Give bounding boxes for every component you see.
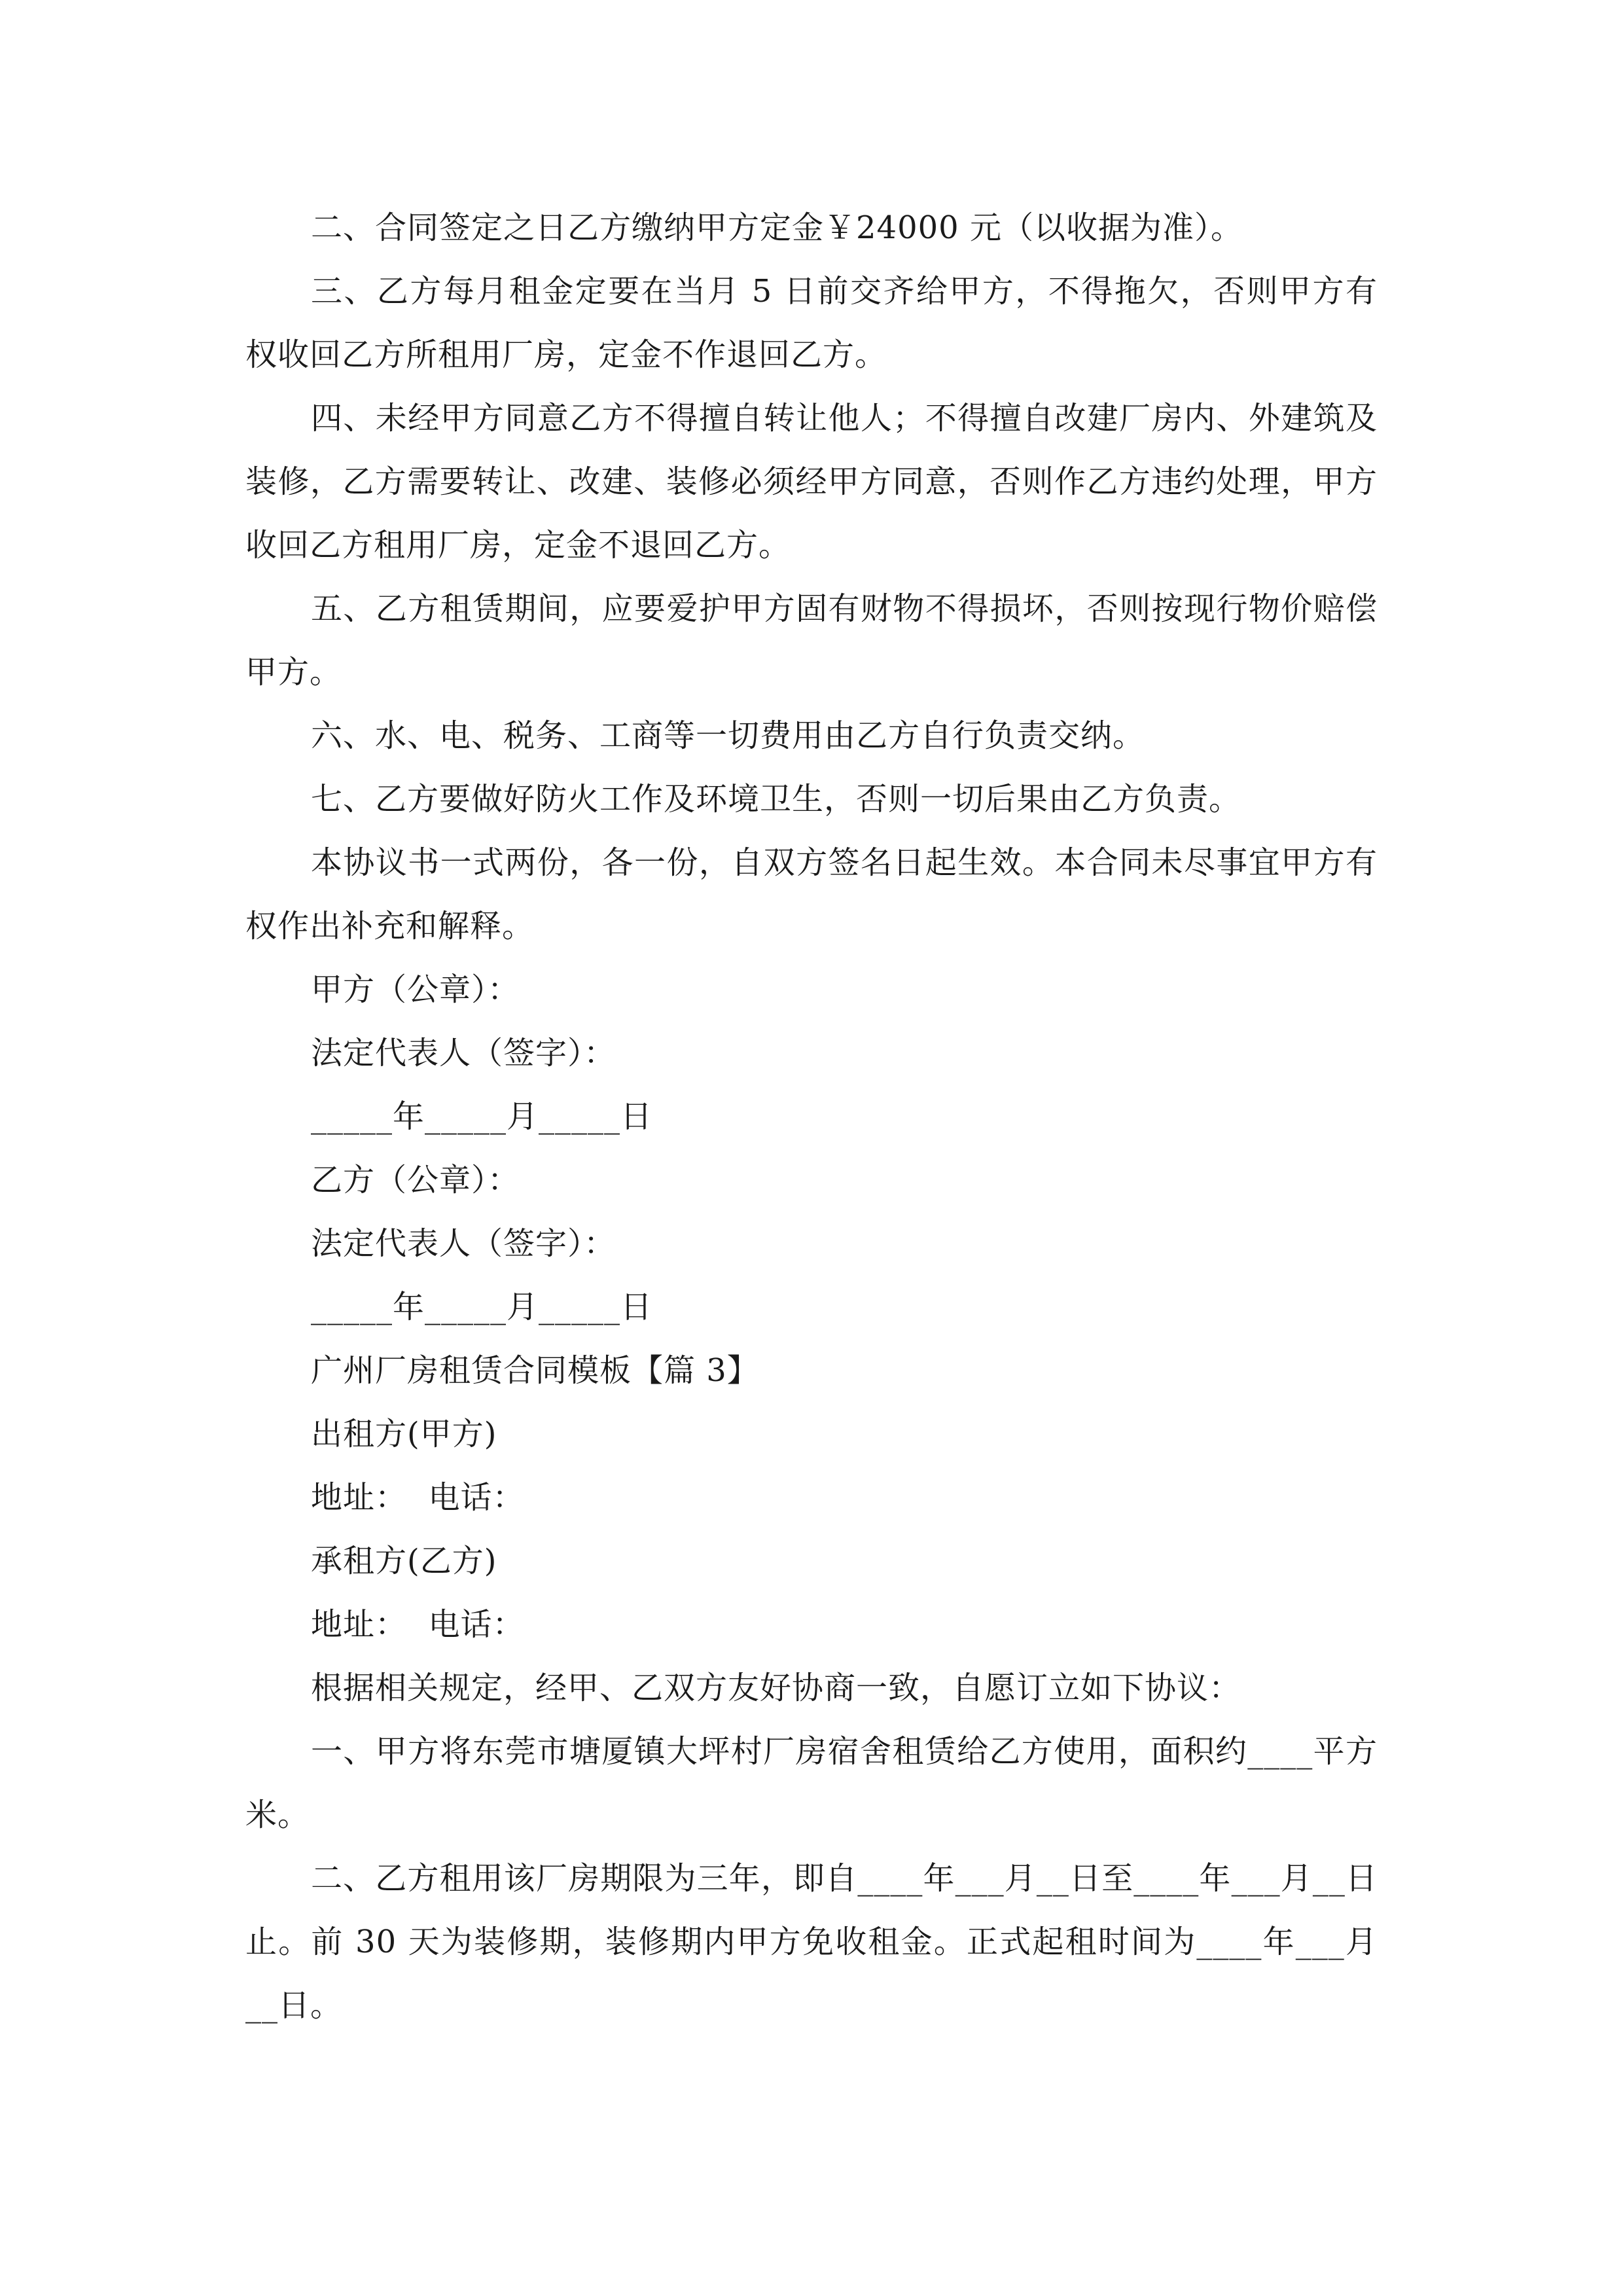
agreement-copies-clause: 本协议书一式两份，各一份，自双方签名日起生效。本合同未尽事宜甲方有权作出补充和解释。 <box>245 844 1378 944</box>
party-b-date-line: _____年_____月_____日 <box>311 1289 653 1325</box>
clause-5-property-care: 五、乙方租赁期间，应要爱护甲方固有财物不得损坏，否则按现行物价赔偿甲方。 <box>245 590 1378 691</box>
lessee-label: 承租方(乙方) <box>311 1543 497 1579</box>
lessee-address-phone: 地址： 电话： <box>311 1606 525 1643</box>
clause-4-no-transfer: 四、未经甲方同意乙方不得擅自转让他人；不得擅自改建厂房内、外建筑及装修，乙方需要转让、改建、装修必须经甲方同意，否则作乙方违约处理，甲方收回乙方租用厂房，定金不退回乙方。 <box>245 400 1378 564</box>
lessor-address-phone: 地址： 电话： <box>311 1479 525 1516</box>
party-a-representative-line: 法定代表人（签字）： <box>311 1035 616 1071</box>
section-title: 广州厂房租赁合同模板【篇 3】 <box>311 1352 759 1389</box>
party-a-date-line: _____年_____月_____日 <box>311 1098 653 1135</box>
clause-2-deposit: 二、合同签定之日乙方缴纳甲方定金￥24000 元（以收据为准）。 <box>311 209 1243 246</box>
party-a-seal-line: 甲方（公章）： <box>311 971 520 1008</box>
document-body <box>245 196 1378 2037</box>
lessor-label: 出租方(甲方) <box>311 1416 497 1452</box>
article-2-term: 二、乙方租用该厂房期限为三年，即自____年___月__日至____年___月__日止。前 30 天为装修期，装修期内甲方免收租金。正式起租时间为____年___月__日。 <box>245 1860 1378 2024</box>
clause-7-fire-safety: 七、乙方要做好防火工作及环境卫生，否则一切后果由乙方负责。 <box>311 781 1241 817</box>
clause-3-rent-payment: 三、乙方每月租金定要在当月 5 日前交齐给甲方，不得拖欠，否则甲方有权收回乙方所租用厂房，定金不作退回乙方。 <box>245 273 1378 373</box>
party-b-seal-line: 乙方（公章）： <box>311 1162 520 1198</box>
preamble: 根据相关规定，经甲、乙双方友好协商一致，自愿订立如下协议： <box>311 1670 1241 1706</box>
clause-6-fees: 六、水、电、税务、工商等一切费用由乙方自行负责交纳。 <box>311 717 1145 754</box>
article-1-premises: 一、甲方将东莞市塘厦镇大坪村厂房宿舍租赁给乙方使用，面积约____平方米。 <box>245 1733 1378 1833</box>
party-b-representative-line: 法定代表人（签字）： <box>311 1225 616 1262</box>
